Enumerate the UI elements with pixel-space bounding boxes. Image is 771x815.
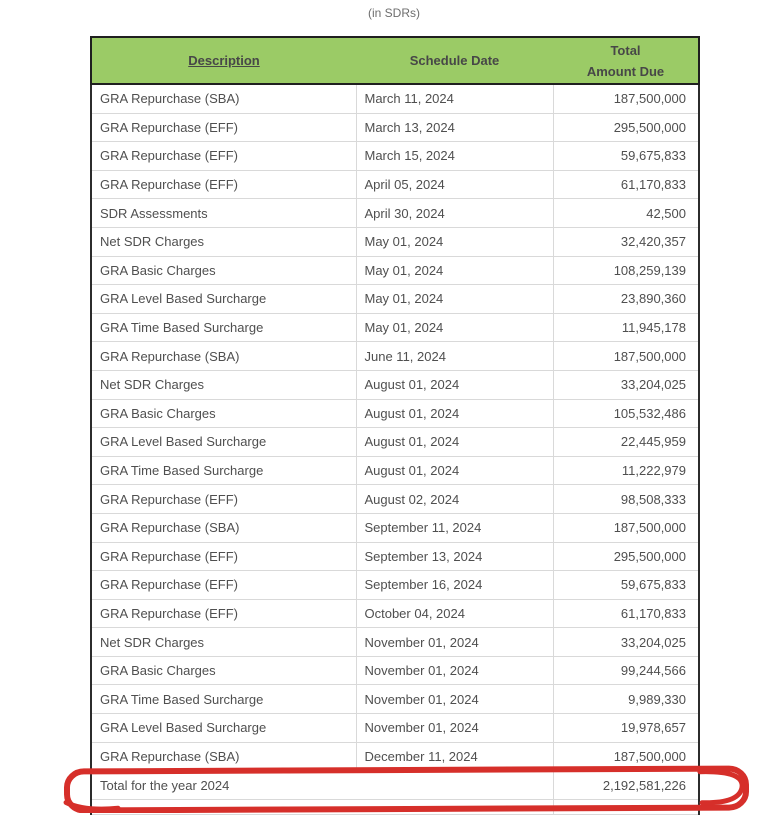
total-label: Total for the year 2024 bbox=[91, 771, 553, 800]
cell-description: GRA Basic Charges bbox=[91, 656, 356, 685]
cell-description: GRA Time Based Surcharge bbox=[91, 456, 356, 485]
cell-amount: 187,500,000 bbox=[553, 513, 699, 542]
table-row bbox=[91, 656, 699, 685]
table-row bbox=[91, 542, 699, 571]
table-header bbox=[91, 37, 699, 84]
table-row bbox=[91, 84, 699, 113]
cell-description: GRA Repurchase (EFF) bbox=[91, 142, 356, 171]
cutoff-cell-left bbox=[91, 799, 553, 814]
cell-date: April 05, 2024 bbox=[356, 170, 553, 199]
header-total-amount-due bbox=[553, 37, 699, 84]
cell-amount: 295,500,000 bbox=[553, 542, 699, 571]
description-sort-link[interactable]: Description bbox=[188, 53, 260, 68]
cell-amount: 187,500,000 bbox=[553, 84, 699, 113]
cutoff-next-row bbox=[91, 799, 699, 814]
cell-amount: 33,204,025 bbox=[553, 370, 699, 399]
cell-amount: 11,945,178 bbox=[553, 313, 699, 342]
table-row bbox=[91, 113, 699, 142]
table-row bbox=[91, 456, 699, 485]
table-row bbox=[91, 285, 699, 314]
cell-amount: 108,259,139 bbox=[553, 256, 699, 285]
cell-description: GRA Repurchase (EFF) bbox=[91, 170, 356, 199]
cell-date: March 13, 2024 bbox=[356, 113, 553, 142]
cell-amount: 9,989,330 bbox=[553, 685, 699, 714]
cell-amount: 187,500,000 bbox=[553, 342, 699, 371]
table-row bbox=[91, 628, 699, 657]
cell-description: GRA Repurchase (SBA) bbox=[91, 84, 356, 113]
cell-date: December 11, 2024 bbox=[356, 742, 553, 771]
total-amount: 2,192,581,226 bbox=[553, 771, 699, 800]
table-row bbox=[91, 370, 699, 399]
header-schedule-date: Schedule Date bbox=[356, 37, 553, 84]
header-total-line2: Amount Due bbox=[586, 63, 665, 79]
cell-description: GRA Level Based Surcharge bbox=[91, 714, 356, 743]
cell-description: GRA Level Based Surcharge bbox=[91, 285, 356, 314]
cell-date: August 01, 2024 bbox=[356, 370, 553, 399]
cell-description: GRA Repurchase (SBA) bbox=[91, 513, 356, 542]
cell-date: May 01, 2024 bbox=[356, 313, 553, 342]
header-total-line1: Total bbox=[610, 42, 641, 58]
table-row bbox=[91, 256, 699, 285]
cell-description: SDR Assessments bbox=[91, 199, 356, 228]
table-body bbox=[91, 84, 699, 771]
table-row bbox=[91, 199, 699, 228]
payment-schedule-table bbox=[90, 36, 700, 815]
cell-date: August 02, 2024 bbox=[356, 485, 553, 514]
cell-amount: 59,675,833 bbox=[553, 142, 699, 171]
cell-date: September 11, 2024 bbox=[356, 513, 553, 542]
cell-amount: 295,500,000 bbox=[553, 113, 699, 142]
cell-date: June 11, 2024 bbox=[356, 342, 553, 371]
cell-date: May 01, 2024 bbox=[356, 227, 553, 256]
table-row bbox=[91, 714, 699, 743]
cell-date: November 01, 2024 bbox=[356, 628, 553, 657]
cell-description: GRA Repurchase (EFF) bbox=[91, 542, 356, 571]
cell-date: March 11, 2024 bbox=[356, 84, 553, 113]
cell-amount: 61,170,833 bbox=[553, 170, 699, 199]
cell-amount: 98,508,333 bbox=[553, 485, 699, 514]
cell-date: October 04, 2024 bbox=[356, 599, 553, 628]
cell-date: August 01, 2024 bbox=[356, 428, 553, 457]
table-row bbox=[91, 227, 699, 256]
table-row bbox=[91, 599, 699, 628]
table-row bbox=[91, 513, 699, 542]
cell-description: GRA Basic Charges bbox=[91, 256, 356, 285]
cell-description: Net SDR Charges bbox=[91, 628, 356, 657]
table-row bbox=[91, 342, 699, 371]
cell-amount: 23,890,360 bbox=[553, 285, 699, 314]
total-row bbox=[91, 771, 699, 800]
units-label: (in SDRs) bbox=[367, 6, 420, 20]
cell-description: GRA Repurchase (SBA) bbox=[91, 742, 356, 771]
cell-description: GRA Level Based Surcharge bbox=[91, 428, 356, 457]
cell-amount: 99,244,566 bbox=[553, 656, 699, 685]
cell-amount: 11,222,979 bbox=[553, 456, 699, 485]
table-row bbox=[91, 142, 699, 171]
cell-date: November 01, 2024 bbox=[356, 656, 553, 685]
cutoff-cell-right bbox=[553, 799, 699, 814]
cell-description: GRA Time Based Surcharge bbox=[91, 313, 356, 342]
cell-description: GRA Time Based Surcharge bbox=[91, 685, 356, 714]
cell-date: November 01, 2024 bbox=[356, 714, 553, 743]
cell-description: GRA Repurchase (EFF) bbox=[91, 485, 356, 514]
table-row bbox=[91, 685, 699, 714]
table-row bbox=[91, 313, 699, 342]
table-row bbox=[91, 571, 699, 600]
cell-date: August 01, 2024 bbox=[356, 456, 553, 485]
cell-date: September 16, 2024 bbox=[356, 571, 553, 600]
cell-description: Net SDR Charges bbox=[91, 227, 356, 256]
cell-description: GRA Repurchase (EFF) bbox=[91, 599, 356, 628]
cell-amount: 19,978,657 bbox=[553, 714, 699, 743]
cell-date: November 01, 2024 bbox=[356, 685, 553, 714]
table-row bbox=[91, 170, 699, 199]
cell-amount: 105,532,486 bbox=[553, 399, 699, 428]
cell-date: August 01, 2024 bbox=[356, 399, 553, 428]
cell-amount: 32,420,357 bbox=[553, 227, 699, 256]
cell-description: Net SDR Charges bbox=[91, 370, 356, 399]
cell-amount: 22,445,959 bbox=[553, 428, 699, 457]
cell-amount: 42,500 bbox=[553, 199, 699, 228]
table-row bbox=[91, 428, 699, 457]
cell-date: April 30, 2024 bbox=[356, 199, 553, 228]
cell-date: March 15, 2024 bbox=[356, 142, 553, 171]
cell-date: May 01, 2024 bbox=[356, 256, 553, 285]
cell-amount: 61,170,833 bbox=[553, 599, 699, 628]
table-row bbox=[91, 485, 699, 514]
cell-description: GRA Repurchase (EFF) bbox=[91, 571, 356, 600]
cell-date: May 01, 2024 bbox=[356, 285, 553, 314]
cell-description: GRA Repurchase (SBA) bbox=[91, 342, 356, 371]
red-circle-overlap-right bbox=[700, 771, 742, 802]
cell-description: GRA Basic Charges bbox=[91, 399, 356, 428]
cell-amount: 187,500,000 bbox=[553, 742, 699, 771]
table-row bbox=[91, 742, 699, 771]
cell-date: September 13, 2024 bbox=[356, 542, 553, 571]
cell-amount: 59,675,833 bbox=[553, 571, 699, 600]
cell-description: GRA Repurchase (EFF) bbox=[91, 113, 356, 142]
cell-amount: 33,204,025 bbox=[553, 628, 699, 657]
header-description bbox=[91, 37, 356, 84]
table-row bbox=[91, 399, 699, 428]
